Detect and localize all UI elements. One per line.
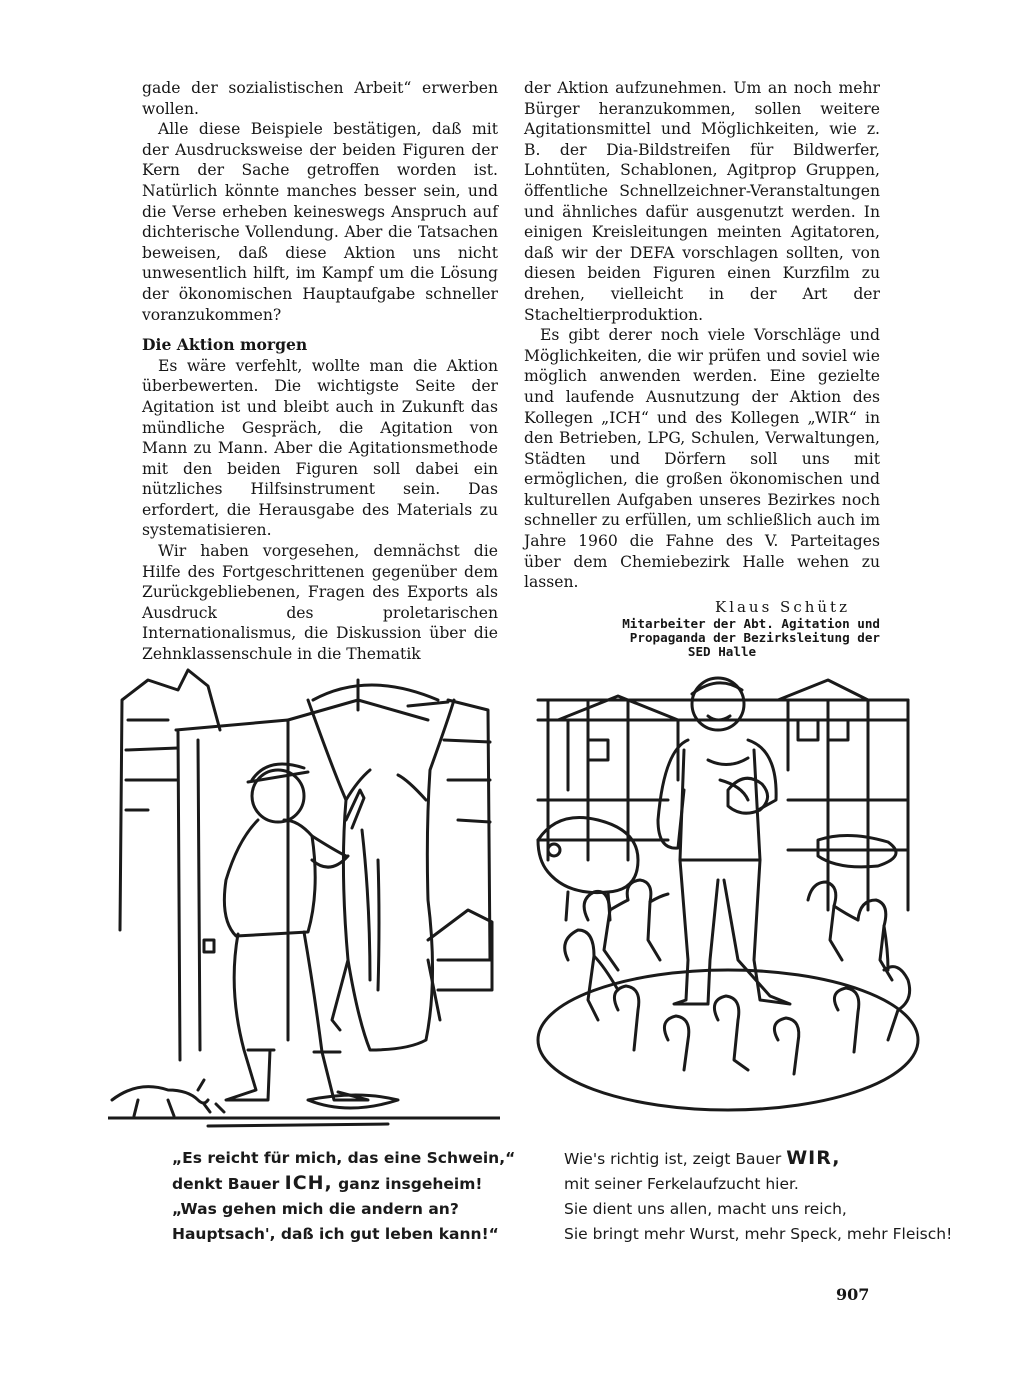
left-paragraph-2: Alle diese Beispiele bestätigen, daß mit der Ausdrucksweise der beiden Figuren der Kern der Sache getroffen worden ist. Natürlich könnte manches besser sein, und die Verse erheben keineswegs Anspruch auf dichterische Vollendung. Aber die Tatsachen beweisen, daß diese Aktion uns nicht unwesentlich hilft, im Kampf um die Lösung der ökonomischen Hauptaufgabe schneller voranzukommen?: [142, 120, 498, 324]
caption-right-line-4: Sie bringt mehr Wurst, mehr Speck, mehr Fleisch!: [564, 1225, 953, 1243]
author-role-line-2: Propaganda der Bezirksleitung der: [629, 629, 880, 645]
caption-right-line-3: Sie dient uns allen, macht uns reich,: [564, 1200, 847, 1218]
illustration-bauer-wir: [528, 660, 928, 1130]
right-column: [524, 78, 880, 659]
right-paragraph-1: der Aktion aufzunehmen. Um an noch mehr Bürger heranzukommen, sollen weitere Agitationsmittel und Möglichkeiten, wie z. B. der Dia-Bildstreifen für Bildwerfer, Lohntüten, Schablonen, Agitprop Gruppen, öffentliche Schnellzeichner-Veranstaltungen und ähnliches dafür ausgenutzt werden. In einigen Kreisleitungen meinten Agitatoren, daß wir der DEFA vorschlagen sollten, von diesen beiden Figuren einen Kurzfilm zu drehen, vielleicht in der Art der Stacheltierproduktion.: [524, 79, 880, 324]
left-paragraph-3: Es wäre verfehlt, wollte man die Aktion überbewerten. Die wichtigste Seite der Agitation ist und bleibt auch in Zukunft das mündliche Gespräch, die Agitation von Mann zu Mann. Aber die Agitationsmethode mit den beiden Figuren soll dabei ein nützliches Hilfsinstrument sein. Das erfordert, die Herausgabe des Materials zu systematisieren.: [142, 356, 498, 540]
caption-left-line-2-post: ganz insgeheim!: [332, 1175, 483, 1193]
left-paragraph-4: Wir haben vorgesehen, demnächst die Hilfe des Fortgeschrittenen gegenüber dem Zurückgebliebenen, Fragen des Exports als Ausdruck des proletarischen Internationalismus, die Diskussion über die Zehnklassenschule in die Thematik: [142, 542, 498, 664]
caption-left-line-2: [172, 1171, 483, 1197]
left-column: [142, 78, 498, 665]
right-paragraph-2: Es gibt derer noch viele Vorschläge und Möglichkeiten, die wir prüfen und soviel wie möglich anwenden werden. Eine gezielte und laufende Ausnutzung der Aktion des Kollegen „ICH“ und des Kollegen „WIR“ in den Betrieben, LPG, Schulen, Verwaltungen, Städten und Dörfern soll uns mit ermöglichen, die großen ökonomischen und kulturellen Aufgaben unseres Bezirkes noch schneller zu erfüllen, um schließlich auch im Jahre 1960 die Fahne des V. Parteitages über dem Chemiebezirk Halle wehen zu lassen.: [524, 326, 880, 592]
left-paragraph-1: gade der sozialistischen Arbeit“ erwerben wollen.: [142, 79, 498, 118]
page-number: 907: [836, 1285, 870, 1304]
caption-right-wir: WIR,: [786, 1147, 841, 1169]
illustration-bauer-ich: [108, 660, 500, 1130]
caption-left-line-3: „Was gehen mich die andern an?: [172, 1200, 459, 1218]
caption-right-line-1: [564, 1146, 924, 1172]
caption-right-line-1-pre: Wie's richtig ist, zeigt Bauer: [564, 1150, 787, 1168]
caption-bauer-wir: [564, 1146, 953, 1247]
caption-left-line-1: „Es reicht für mich, das eine Schwein,“: [172, 1149, 516, 1167]
author-role-line-1: Mitarbeiter der Abt. Agitation und: [622, 615, 880, 631]
caption-left-line-4: Hauptsach', daß ich gut leben kann!“: [172, 1225, 499, 1243]
caption-left-ich: ICH,: [284, 1172, 333, 1194]
caption-left-line-2-pre: denkt Bauer: [172, 1175, 285, 1193]
section-heading: Die Aktion morgen: [142, 335, 308, 355]
caption-bauer-ich: [172, 1146, 516, 1247]
caption-right-line-2: mit seiner Ferkelaufzucht hier.: [564, 1175, 799, 1193]
author-name: Klaus Schütz: [714, 597, 850, 616]
author-role-line-3: SED Halle: [687, 643, 757, 659]
